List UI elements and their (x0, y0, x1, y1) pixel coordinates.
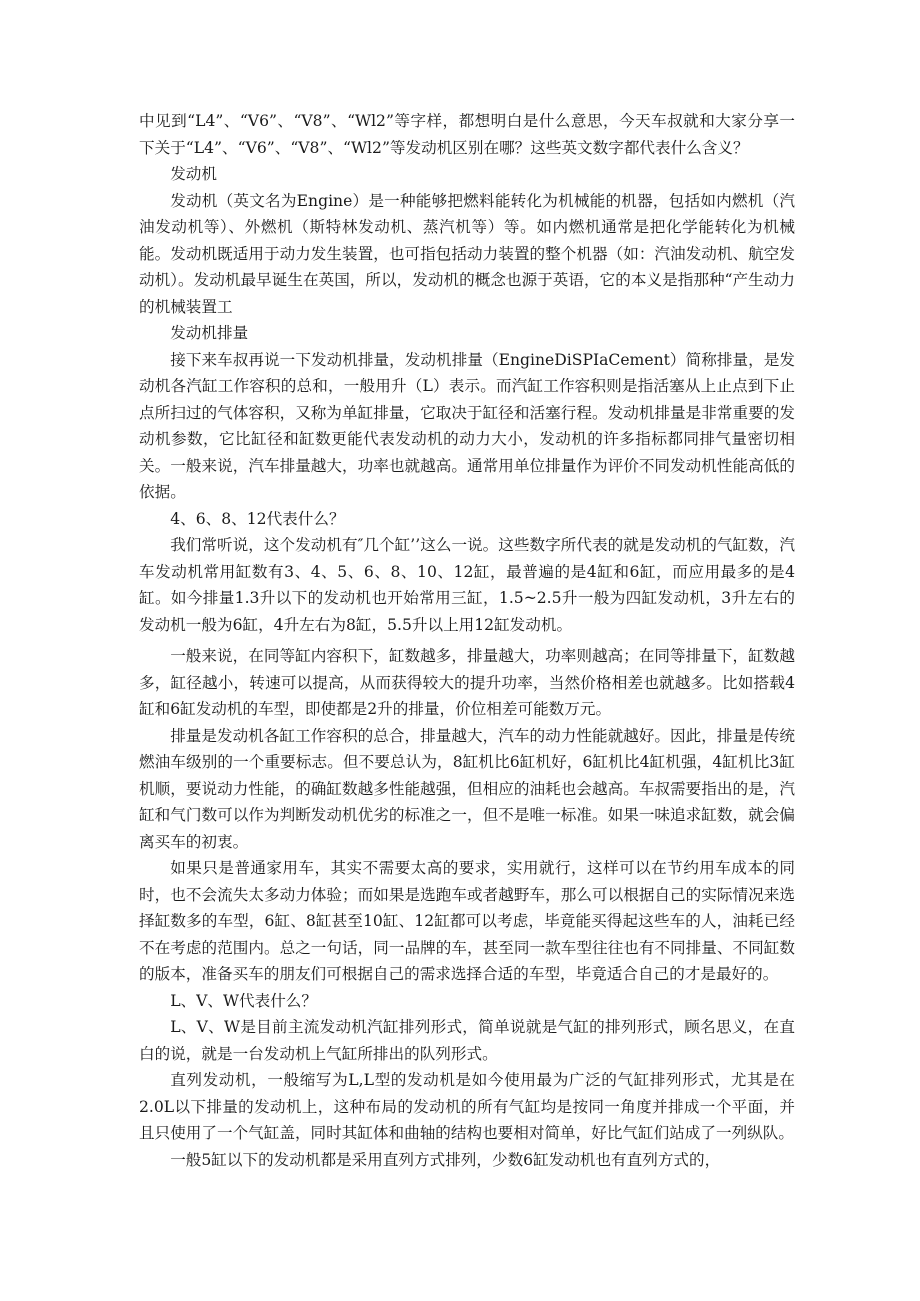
engine-definition-paragraph: 发动机（英文名为Engine）是一种能够把燃料能转化为机械能的机器，包括如内燃机（汽油发动机等）、外燃机（斯特林发动机、蒸汽机等）等。如内燃机通常是把化学能转化为机械能。发动机既适用于动力发生装置，也可指包括动力装置的整个机器（如：汽油发动机、航空发动机）。发动机最早诞生在英国，所以，发动机的概念也源于英语，它的本义是指那种“产生动力的机械装置工 (139, 191, 795, 316)
heading-displacement: 发动机排量 (170, 324, 249, 342)
buying-advice-paragraph: 如果只是普通家用车，其实不需要太高的要求，实用就行，这样可以在节约用车成本的同时，也不会流失太多动力体验；而如果是选跑车或者越野车，那么可以根据自己的实际情况来选择缸数多的车型，6缸、8缸甚至10缸、12缸都可以考虑，毕竟能买得起这些车的人，油耗已经不在考虑的范围内。总之一句话，同一品牌的车，甚至同一款车型往往也有不同排量、不同缸数的版本，准备买车的朋友们可根据自己的需求选择合适的车型，毕竟适合自己的才是最好的。 (139, 859, 795, 983)
heading-lvw: L、V、W代表什么？ (170, 991, 317, 1010)
cylinder-count-paragraph: 我们常听说，这个发动机有″几个缸’’这么一说。这些数字所代表的就是发动机的气缸数，汽车发动机常用缸数有3、4、5、6、8、10、12缸，最普遍的是4缸和6缸，而应用最多的是4缸。如今排量1.3升以下的发动机也开始常用三缸，1.5~2.5升一般为四缸发动机，3升左右的发动机一般为6缸，4升左右为8缸，5.5升以上用12缸发动机。 (139, 536, 795, 634)
heading-engine: 发动机 (170, 165, 217, 183)
displacement-importance-paragraph: 排量是发动机各缸工作容积的总合，排量越大，汽车的动力性能就越好。因此，排量是传统燃油车级别的一个重要标志。但不要总认为，8缸机比6缸机好，6缸机比4缸机强，4缸机比3缸机顺，要说动力性能，的确缸数越多性能越强，但相应的油耗也会越高。车叔需要指出的是，汽缸和气门数可以作为判断发动机优劣的标准之一，但不是唯一标准。如果一味追求缸数，就会偏离买车的初衷。 (139, 726, 795, 851)
lvw-paragraph: L、V、W是目前主流发动机汽缸排列形式，简单说就是气缸的排列形式，顾名思义，在直白的说，就是一台发动机上气缸所排出的队列形式。 (139, 1018, 795, 1063)
inline-engine-paragraph: 直列发动机，一般缩写为L,L型的发动机是如今使用最为广泛的气缸排列形式，尤其是在2.0L以下排量的发动机上，这种布局的发动机的所有气缸均是按同一角度并排成一个平面，并且只使用了一个气缸盖，同时其缸体和曲轴的结构也要相对简单，好比气缸们站成了一列纵队。 (139, 1071, 795, 1142)
intro-paragraph: 中见到“L4”、“V6”、“V8”、“Wl2”等字样，都想明白是什么意思，今天车叔就和大家分享一下关于“L4”、“V6”、“V8”、“Wl2”等发动机区别在哪？这些英文数字都代表什么含义？ (139, 112, 795, 157)
displacement-paragraph: 接下来车叔再说一下发动机排量，发动机排量（EngineDiSPIaCement）简称排量，是发动机各汽缸工作容积的总和，一般用升（L）表示。而汽缸工作容积则是指活塞从上止点到下止点所扫过的气体容积，又称为单缸排量，它取决于缸径和活塞行程。发动机排量是非常重要的发动机参数，它比缸径和缸数更能代表发动机的动力大小，发动机的许多指标都同排气量密切相关。一般来说，汽车排量越大，功率也就越高。通常用单位排量作为评价不同发动机性能高低的依据。 (139, 350, 795, 501)
document-body (139, 108, 795, 1173)
inline-usage-paragraph: 一般5缸以下的发动机都是采用直列方式排列，少数6缸发动机也有直列方式的， (170, 1150, 721, 1169)
cylinder-comparison-paragraph: 一般来说，在同等缸内容积下，缸数越多，排量越大，功率则越高；在同等排量下，缸数越多，缸径越小，转速可以提高，从而获得较大的提升功率，当然价格相差也就越多。比如搭载4缸和6缸发动机的车型，即使都是2升的排量，价位相差可能数万元。 (139, 647, 795, 718)
heading-cylinder-count: 4、6、8、12代表什么？ (170, 509, 345, 528)
